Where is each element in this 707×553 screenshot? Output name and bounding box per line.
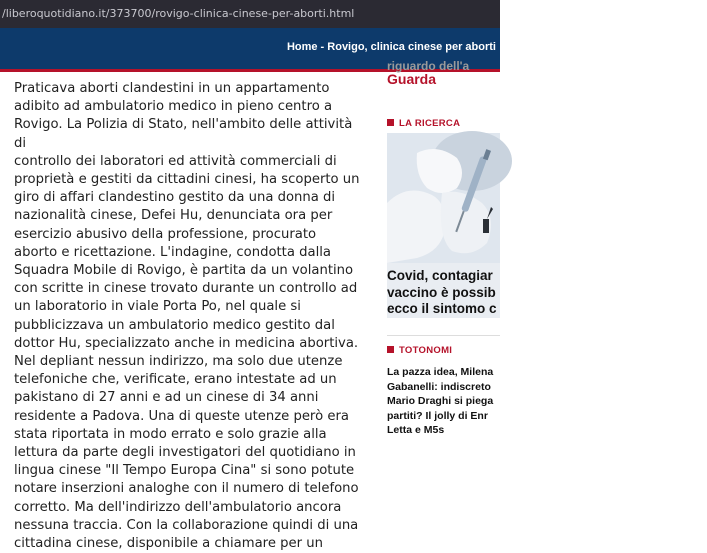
article-line: nazionalità cinese, Defei Hu, denunciata ora per bbox=[14, 208, 333, 224]
article-line: controllo dei laboratori ed attività commerciali di bbox=[14, 153, 337, 169]
sidebar bbox=[387, 60, 500, 500]
section-marker-icon bbox=[387, 346, 394, 353]
article-line: aborto e ricettazione. L'indagine, condotta dalla bbox=[14, 244, 331, 260]
article-line: pakistano di 27 anni e ad un cinese di 34 anni bbox=[14, 390, 319, 406]
article-line: pubblicizzava un ambulatorio medico gestito dal bbox=[14, 317, 335, 333]
list-item: Mario Draghi si piega bbox=[387, 395, 494, 407]
article-line: con scritte in cinese trovato durante un controllo ad bbox=[14, 281, 358, 297]
section-label-text: TOTONOMI bbox=[399, 345, 453, 356]
article-body bbox=[14, 80, 364, 553]
article-line: Praticava aborti clandestini in un appartamento bbox=[14, 81, 330, 96]
article-line: esercizio abusivo della professione, procurato bbox=[14, 226, 317, 242]
article-line: Squadra Mobile di Rovigo, è partita da un volantino bbox=[14, 263, 354, 279]
headline-line: vaccino è possib bbox=[387, 284, 496, 300]
divider bbox=[387, 335, 500, 336]
vaccine-image-icon bbox=[387, 133, 500, 263]
article-line: telefoniche che, verificate, erano intestate ad un bbox=[14, 372, 337, 388]
address-bar[interactable] bbox=[0, 0, 500, 28]
article-line: proprietà e gestiti da cittadini cinesi, ha scoperto un bbox=[14, 172, 360, 188]
list-item: Gabanelli: indiscreto bbox=[387, 380, 491, 393]
sidebar-headline[interactable] bbox=[387, 268, 707, 318]
article-line: corretto. Ma dell'indirizzo dell'ambulatorio ancora bbox=[14, 499, 342, 515]
section-label-research[interactable] bbox=[387, 118, 687, 129]
list-item: La pazza idea, Milena bbox=[387, 366, 494, 378]
article-line: cittadina cinese, disponibile a chiamare per un bbox=[14, 536, 323, 552]
headline-line: Covid, contagiar bbox=[387, 268, 493, 283]
section-label-totonomi[interactable] bbox=[387, 345, 687, 356]
article-line: dottor Hu, specializzato anche in medicina abortiva. bbox=[14, 335, 359, 351]
article-line: Rovigo. La Polizia di Stato, nell'ambito delle attività di bbox=[14, 117, 353, 151]
article-line: stata riportata in modo errato e solo grazie alla bbox=[14, 426, 327, 442]
breadcrumb[interactable]: Home - Rovigo, clinica cinese per aborti bbox=[286, 41, 496, 53]
article-line: giro di affari clandestino gestito da una donna di bbox=[14, 190, 336, 206]
article-line: lingua cinese "Il Tempo Europa Cina" si sono potute bbox=[14, 463, 355, 479]
list-item: partiti? Il jolly di Enr bbox=[387, 409, 488, 422]
sidebar-story-list[interactable] bbox=[387, 365, 707, 438]
section-label-text: LA RICERCA bbox=[399, 118, 461, 129]
previous-story-title: riguardo dell'a bbox=[387, 59, 470, 73]
url-text: /liberoquotidiano.it/373700/rovigo-clinica-cinese-per-aborti.html bbox=[2, 7, 355, 20]
article-line: Nel depliant nessun indirizzo, ma solo due utenze bbox=[14, 354, 343, 370]
watch-link[interactable]: Guarda bbox=[387, 71, 437, 87]
article-line: residente a Padova. Una di queste utenze però era bbox=[14, 408, 349, 424]
article-line: lettura da parte degli investigatori del quotidiano in bbox=[14, 445, 356, 461]
article-line: nessuna traccia. Con la collaborazione quindi di una bbox=[14, 517, 359, 533]
previous-story[interactable] bbox=[387, 59, 687, 88]
article-line: notare inserzioni analoghe con il numero di telefono bbox=[14, 481, 359, 497]
list-item: Letta e M5s bbox=[387, 424, 445, 436]
article-line: adibito ad ambulatorio medico in pieno centro a bbox=[14, 99, 333, 115]
article-line: un laboratorio in viale Porta Po, nel quale si bbox=[14, 299, 301, 315]
section-marker-icon bbox=[387, 119, 394, 126]
headline-line: ecco il sintomo c bbox=[387, 301, 497, 316]
